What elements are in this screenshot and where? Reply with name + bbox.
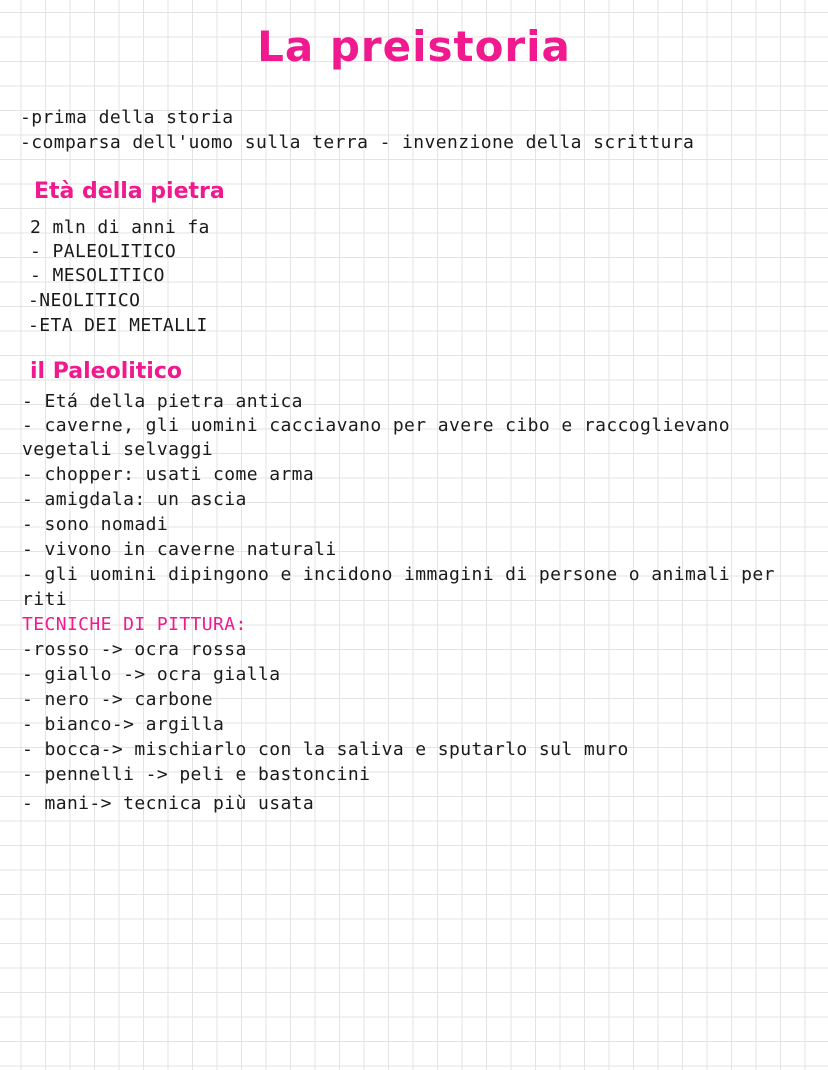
- tecniche-line-5: - bocca-> mischiarlo con la saliva e sputarlo sul muro: [22, 739, 629, 760]
- tecniche-line-6: - pennelli -> peli e bastoncini: [22, 764, 371, 785]
- eta-pietra-line-5: -ETA DEI METALLI: [28, 315, 208, 336]
- tecniche-line-4: - bianco-> argilla: [22, 714, 225, 735]
- eta-pietra-line-3: - MESOLITICO: [30, 265, 165, 286]
- tecniche-line-2: - giallo -> ocra gialla: [22, 664, 281, 685]
- eta-pietra-line-1: 2 mln di anni fa: [30, 217, 210, 238]
- paleolitico-line-5: - amigdala: un ascia: [22, 489, 247, 510]
- paleolitico-line-7: - vivono in caverne naturali: [22, 539, 337, 560]
- intro-line-2: -comparsa dell'uomo sulla terra - invenzione della scrittura: [20, 132, 695, 153]
- tecniche-line-7: - mani-> tecnica più usata: [22, 793, 315, 814]
- section-heading-tecniche: TECNICHE DI PITTURA:: [22, 614, 247, 635]
- paleolitico-line-9: riti: [22, 589, 67, 610]
- section-heading-paleolitico: il Paleolitico: [30, 359, 182, 384]
- paleolitico-line-8: - gli uomini dipingono e incidono immagini di persone o animali per: [22, 564, 775, 585]
- paleolitico-line-6: - sono nomadi: [22, 514, 169, 535]
- paleolitico-line-4: - chopper: usati come arma: [22, 464, 315, 485]
- tecniche-line-3: - nero -> carbone: [22, 689, 214, 710]
- eta-pietra-line-4: -NEOLITICO: [28, 290, 141, 311]
- page-title: La preistoria: [257, 22, 571, 71]
- paleolitico-line-2: - caverne, gli uomini cacciavano per avere cibo e raccoglievano: [22, 415, 730, 436]
- paleolitico-line-1: - Etá della pietra antica: [22, 391, 303, 412]
- eta-pietra-line-2: - PALEOLITICO: [30, 241, 177, 262]
- paleolitico-line-3: vegetali selvaggi: [22, 439, 214, 460]
- section-heading-eta-pietra: Età della pietra: [34, 179, 225, 204]
- tecniche-line-1: -rosso -> ocra rossa: [22, 639, 247, 660]
- intro-line-1: -prima della storia: [20, 107, 234, 128]
